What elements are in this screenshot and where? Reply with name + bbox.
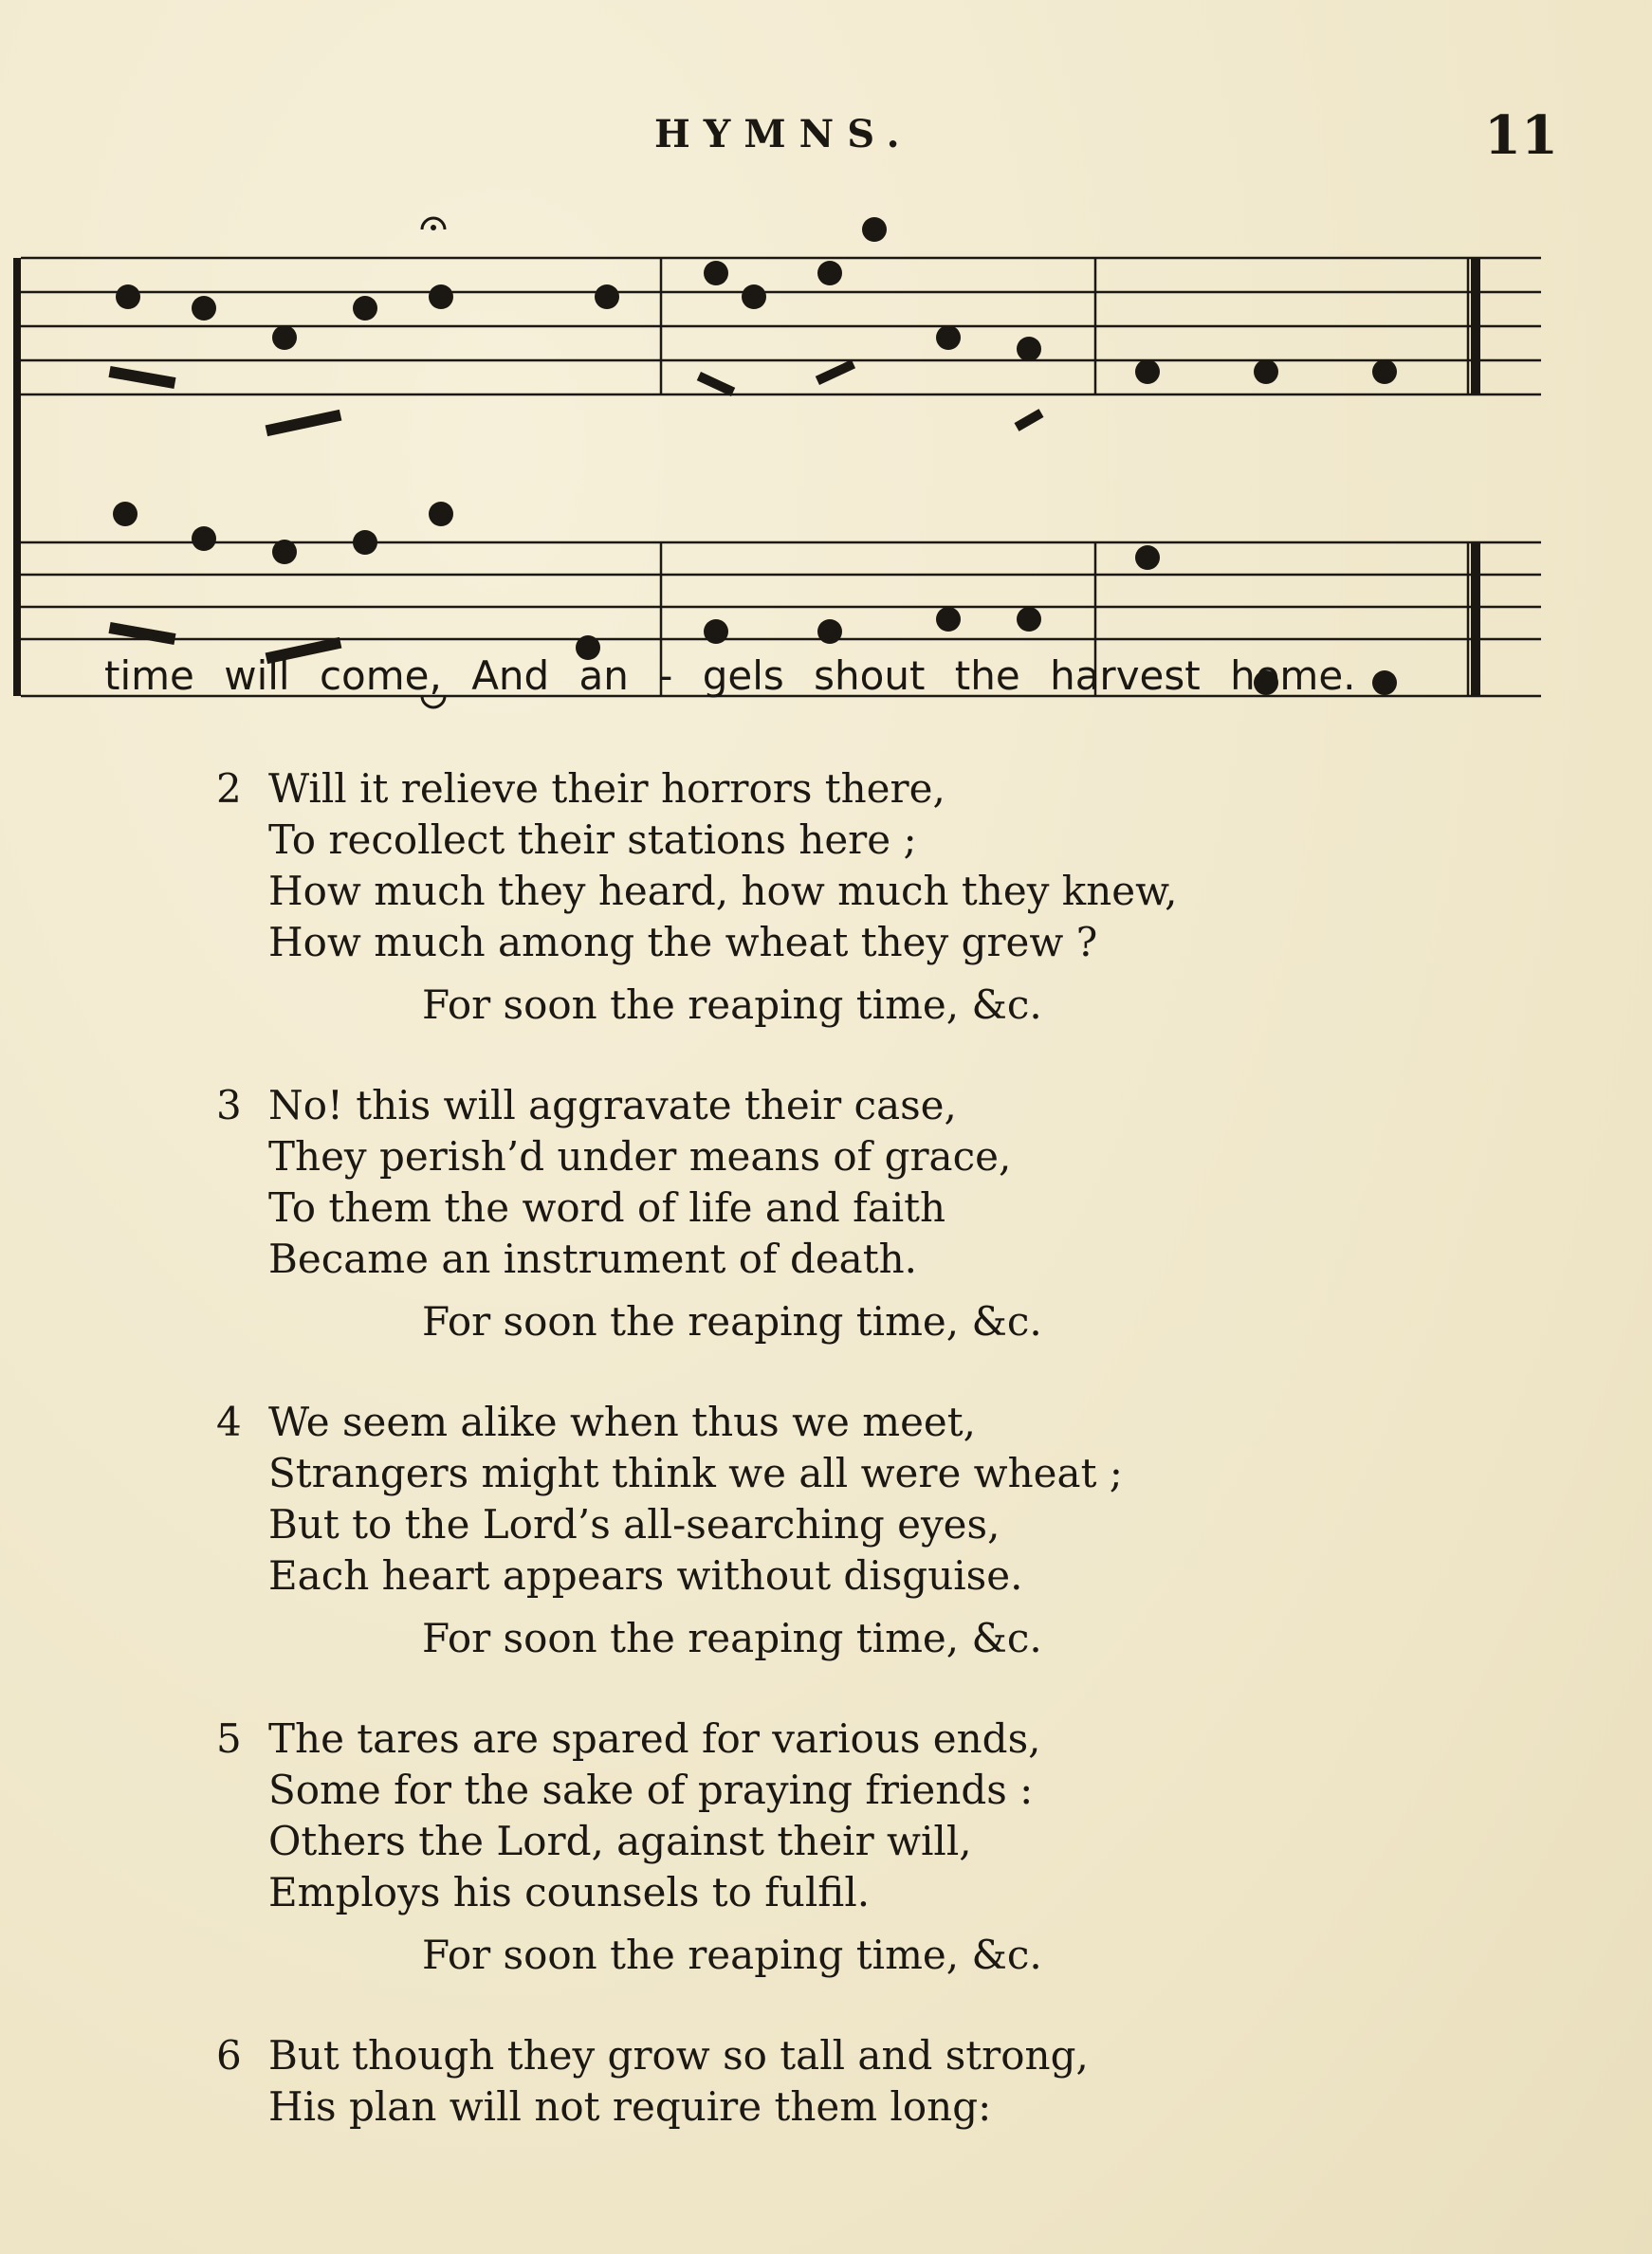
verse-line: Will it relieve their horrors there, [268,765,945,812]
system-bracket [13,258,21,696]
verse-line: Strangers might think we all were wheat ; [268,1450,1123,1496]
verse-line: Others the Lord, against their will, [268,1818,972,1864]
verse-line: Employs his counsels to fulfil. [268,1869,871,1915]
verse-number: 5 [216,1715,242,1762]
verse-line: We seem alike when thus we meet, [268,1399,977,1445]
refrain: For soon the reaping time, &c. [422,1932,1042,1978]
verse-line: Each heart appears without disguise. [268,1552,1023,1599]
verse-line: The tares are spared for various ends, [268,1715,1041,1762]
music-staves [0,209,1652,721]
verse-line: But to the Lord’s all-searching eyes, [268,1501,1000,1548]
running-head [0,104,1652,169]
verse-line: They perish’d under means of grace, [268,1133,1012,1180]
verse-line: To them the word of life and faith [268,1184,946,1231]
verse-4 [209,1397,1536,1664]
verse-line: But though they grow so tall and strong, [268,2032,1089,2079]
verse-number: 6 [216,2032,242,2079]
page-number: 11 [1484,104,1558,167]
upper-end-barline [1471,258,1480,394]
verse-line: Became an instrument of death. [268,1236,917,1282]
verse-line: How much among the wheat they grew ? [268,919,1098,965]
verses [209,763,1536,2182]
running-title: HYMNS. [654,112,913,156]
verse-5 [209,1713,1536,1981]
verse-line: To recollect their stations here ; [268,816,917,863]
verse-2 [209,763,1536,1031]
verse-number: 3 [216,1082,242,1128]
verse-number: 2 [216,765,242,812]
verse-3 [209,1080,1536,1347]
lower-end-barline [1471,542,1480,696]
refrain: For soon the reaping time, &c. [422,981,1042,1028]
refrain: For soon the reaping time, &c. [422,1298,1042,1345]
verse-line: Some for the sake of praying friends : [268,1767,1034,1813]
verse-line: No! this will aggravate their case, [268,1082,957,1128]
verse-6 [209,2030,1536,2133]
refrain: For soon the reaping time, &c. [422,1615,1042,1661]
verse-number: 4 [216,1399,242,1445]
verse-line: How much they heard, how much they knew, [268,868,1178,914]
upper-staff [21,258,1541,394]
music-lyrics: time will come, And an - gels shout the harvest home. [104,652,1356,699]
verse-line: His plan will not require them long: [268,2083,992,2130]
music-score [0,209,1652,721]
